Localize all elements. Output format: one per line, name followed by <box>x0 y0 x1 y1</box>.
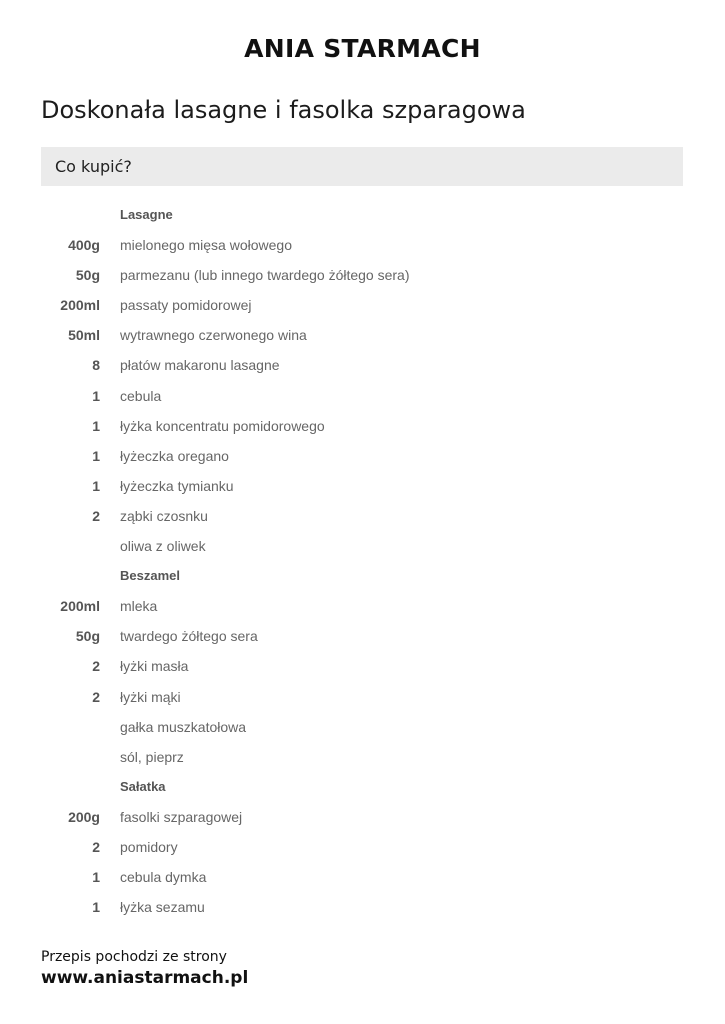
ingredient-quantity: 50ml <box>68 327 100 344</box>
footer-website-link[interactable]: www.aniastarmach.pl <box>41 968 249 988</box>
ingredient-list <box>0 200 725 922</box>
ingredient-row <box>0 531 725 561</box>
ingredient-name: łyżka sezamu <box>120 899 205 916</box>
ingredient-name: twardego żółtego sera <box>120 628 258 645</box>
ingredient-name: oliwa z oliwek <box>120 538 206 555</box>
ingredient-name: łyżki masła <box>120 658 189 675</box>
ingredient-name: fasolki szparagowej <box>120 808 243 825</box>
ingredient-row <box>0 350 725 380</box>
ingredient-name: łyżki mąki <box>120 688 181 705</box>
ingredient-quantity: 8 <box>92 357 100 374</box>
ingredient-group-heading <box>0 561 725 591</box>
section-heading: Co kupić? <box>55 157 132 176</box>
ingredient-quantity: 2 <box>92 658 100 675</box>
ingredient-name: cebula dymka <box>120 869 207 886</box>
group-label: Beszamel <box>120 568 180 584</box>
ingredient-quantity: 1 <box>92 899 100 916</box>
footer-source-text: Przepis pochodzi ze strony <box>41 949 227 965</box>
group-label: Lasagne <box>120 207 173 222</box>
group-label: Sałatka <box>120 778 166 794</box>
ingredient-name: łyżeczka tymianku <box>120 477 234 494</box>
ingredient-row <box>0 320 725 350</box>
ingredient-name: pomidory <box>120 838 178 855</box>
ingredient-quantity: 1 <box>92 869 100 886</box>
ingredient-row <box>0 381 725 411</box>
ingredient-quantity: 1 <box>92 477 100 494</box>
ingredient-row <box>0 712 725 742</box>
ingredient-name: cebula <box>120 387 162 404</box>
ingredient-name: mleka <box>120 598 158 615</box>
ingredient-row <box>0 260 725 290</box>
ingredient-group-heading <box>0 200 725 230</box>
ingredient-row <box>0 290 725 320</box>
ingredient-row <box>0 802 725 832</box>
ingredient-quantity: 1 <box>92 417 100 434</box>
ingredient-row <box>0 892 725 922</box>
ingredient-name: mielonego mięsa wołowego <box>120 237 292 254</box>
ingredient-row <box>0 651 725 681</box>
ingredient-quantity: 2 <box>92 688 100 705</box>
ingredient-name: łyżka koncentratu pomidorowego <box>120 417 325 434</box>
ingredient-row <box>0 832 725 862</box>
ingredient-group-heading <box>0 772 725 802</box>
ingredient-quantity: 200g <box>68 808 100 825</box>
ingredient-quantity: 200ml <box>60 297 100 314</box>
ingredient-quantity: 1 <box>92 447 100 464</box>
ingredient-quantity: 2 <box>92 507 100 524</box>
ingredient-row <box>0 471 725 501</box>
ingredient-row <box>0 230 725 260</box>
footer <box>41 949 248 988</box>
ingredient-name: sól, pieprz <box>120 748 184 765</box>
ingredient-quantity: 200ml <box>60 598 100 615</box>
ingredient-name: gałka muszkatołowa <box>120 718 247 735</box>
ingredient-quantity: 400g <box>68 237 100 254</box>
ingredient-name: passaty pomidorowej <box>120 297 252 314</box>
ingredient-name: ząbki czosnku <box>120 507 208 524</box>
ingredient-name: płatów makaronu lasagne <box>120 357 280 374</box>
ingredient-name: łyżeczka oregano <box>120 447 229 464</box>
ingredient-row <box>0 682 725 712</box>
ingredient-row <box>0 862 725 892</box>
ingredient-row <box>0 742 725 772</box>
recipe-title: Doskonała lasagne i fasolka szparagowa <box>41 96 526 124</box>
ingredient-quantity: 50g <box>75 628 100 645</box>
brand-header: ANIA STARMACH <box>244 34 481 63</box>
ingredient-row <box>0 621 725 651</box>
ingredient-row <box>0 501 725 531</box>
ingredient-quantity: 1 <box>92 387 100 404</box>
ingredient-row <box>0 441 725 471</box>
ingredient-quantity: 50g <box>75 267 100 284</box>
ingredient-row <box>0 411 725 441</box>
shopping-section-bar <box>41 147 683 186</box>
ingredient-quantity: 2 <box>92 838 100 855</box>
ingredient-name: wytrawnego czerwonego wina <box>120 327 307 344</box>
ingredient-name: parmezanu (lub innego twardego żółtego sera) <box>120 267 410 284</box>
ingredient-row <box>0 591 725 621</box>
